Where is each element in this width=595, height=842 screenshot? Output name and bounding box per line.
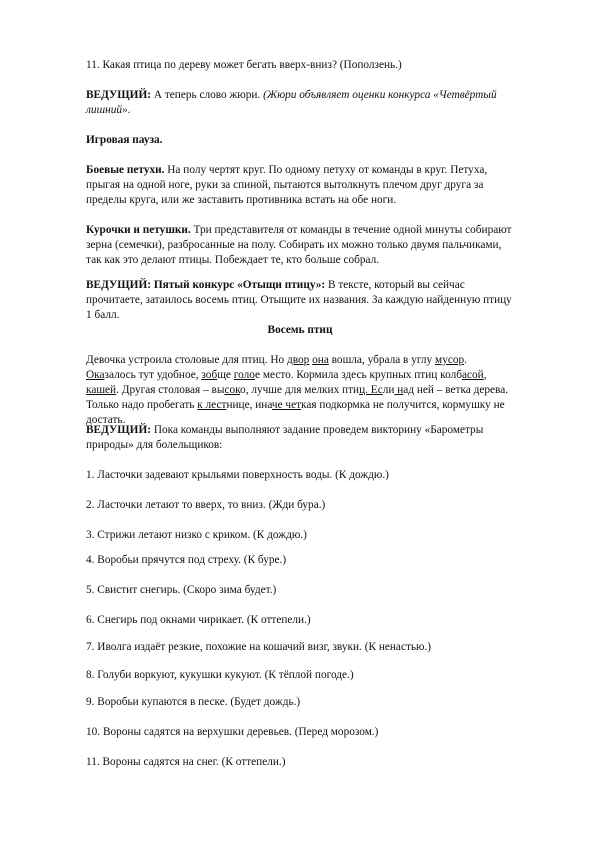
- hidden-bird-underline: Ока: [86, 369, 105, 381]
- story-title: Восемь птиц: [267, 324, 333, 336]
- story-text: ли: [382, 384, 395, 396]
- host-contest-text: В тексте, который вы сейчас прочитаете, затаилось восемь птиц. Отыщите их названия. За каждую найденную птицу 1 балл.: [86, 279, 512, 321]
- game-pause-heading: Игровая пауза.: [86, 134, 163, 146]
- hidden-bird-underline: н: [394, 384, 404, 396]
- story-text: ад ней – ветка дерева. Только надо пробегать: [86, 384, 509, 411]
- hidden-bird-underline: кашей: [86, 384, 117, 396]
- hens-title: Курочки и петушки.: [86, 224, 191, 236]
- host-label: ВЕДУЩИЙ:: [86, 89, 152, 101]
- host-quiz-text: Пока команды выполняют задание проведем викторину «Барометры природы» для болельщиков:: [86, 424, 484, 451]
- quiz-item: 8. Голуби воркуют, кукушки кукуют. (К тёплой погоде.): [86, 669, 354, 681]
- quiz-item: 11. Вороны садятся на снег. (К оттепели.): [86, 756, 286, 768]
- question-11: 11. Какая птица по дереву может бегать вверх-вниз? (Поползень.): [86, 59, 402, 71]
- host-jury-paragraph: [86, 88, 514, 118]
- hidden-bird-underline: ц. Ес: [359, 384, 383, 396]
- hidden-bird-underline: голо: [233, 369, 256, 381]
- hidden-bird-underline: че чет: [271, 399, 302, 411]
- hidden-bird-underline: к лест: [197, 399, 227, 411]
- quiz-item: 4. Воробьи прячутся под стреху. (К буре.): [86, 554, 287, 566]
- quiz-item: 9. Воробьи купаются в песке. (Будет дождь.): [86, 696, 301, 708]
- roosters-title: Боевые петухи.: [86, 164, 165, 176]
- roosters-text: На полу чертят круг. По одному петуху от команды в круг. Петуха, прыгая на одной ноге, руки за спиной, пытаются вытолкнуть плечом друг друга за пределы круга, или же заставить противника встать на обе ноги.: [86, 164, 488, 206]
- host-contest-label: ВЕДУЩИЙ: Пятый конкурс «Отыщи птицу»:: [86, 279, 326, 291]
- story-text: . Другая столовая – вы: [116, 384, 225, 396]
- story-text: е место. Кормила здесь крупных птиц колб: [255, 369, 462, 381]
- host-quiz-label: ВЕДУЩИЙ:: [86, 424, 152, 436]
- quiz-item: 3. Стрижи летают низко с криком. (К дождю.): [86, 529, 307, 541]
- host-end: .: [127, 104, 131, 116]
- hens-text: Три представителя от команды в течение одной минуты собирают зерна (семечки), разбросанные на полу. Собирать их можно только двумя пальчиками, так как это делают птицы. Побеждает те, кто больше собрал.: [86, 224, 512, 266]
- hidden-bird-underline: она: [312, 354, 329, 366]
- hens-paragraph: [86, 223, 514, 268]
- story-text: Девочка устроила столовые для птиц. Но: [86, 354, 287, 366]
- quiz-item: 5. Свистит снегирь. (Скоро зима будет.): [86, 584, 277, 596]
- quiz-item: 6. Снегирь под окнами чирикает. (К оттепели.): [86, 614, 311, 626]
- story-text: кая подкормка не получится, кормушку не достать.: [86, 399, 505, 426]
- hidden-bird-underline: зоб: [201, 369, 218, 381]
- story-text: залось тут удобное,: [104, 369, 202, 381]
- story-text: .: [464, 354, 467, 366]
- hidden-bird-underline: асой: [461, 369, 484, 381]
- host-italic-note: (Жюри объявляет оценки конкурса «Четвёртый лишний»: [86, 89, 497, 116]
- host-contest-paragraph: [86, 278, 514, 323]
- quiz-item: 2. Ласточки летают то вверх, то вниз. (Жди бура.): [86, 499, 326, 511]
- quiz-item: 7. Иволга издаёт резкие, похожие на кошачий визг, звуки. (К ненастью.): [86, 641, 432, 653]
- host-text: А теперь слово жюри.: [151, 89, 264, 101]
- story-text: нице, ина: [226, 399, 272, 411]
- quiz-item: 10. Вороны садятся на верхушки деревьев. (Перед морозом.): [86, 726, 379, 738]
- story-paragraph: [86, 353, 514, 428]
- story-text: ,: [483, 369, 487, 381]
- host-quiz-paragraph: [86, 423, 514, 453]
- story-text: ще: [217, 369, 234, 381]
- hidden-bird-underline: сок: [224, 384, 241, 396]
- roosters-paragraph: [86, 163, 514, 208]
- quiz-item: 1. Ласточки задевают крыльями поверхность воды. (К дождю.): [86, 469, 389, 481]
- story-text: вошла, убрала в углу: [328, 354, 436, 366]
- hidden-bird-underline: мусор: [435, 354, 465, 366]
- hidden-bird-underline: двор: [286, 354, 310, 366]
- story-text: о, лучше для мелких пти: [240, 384, 360, 396]
